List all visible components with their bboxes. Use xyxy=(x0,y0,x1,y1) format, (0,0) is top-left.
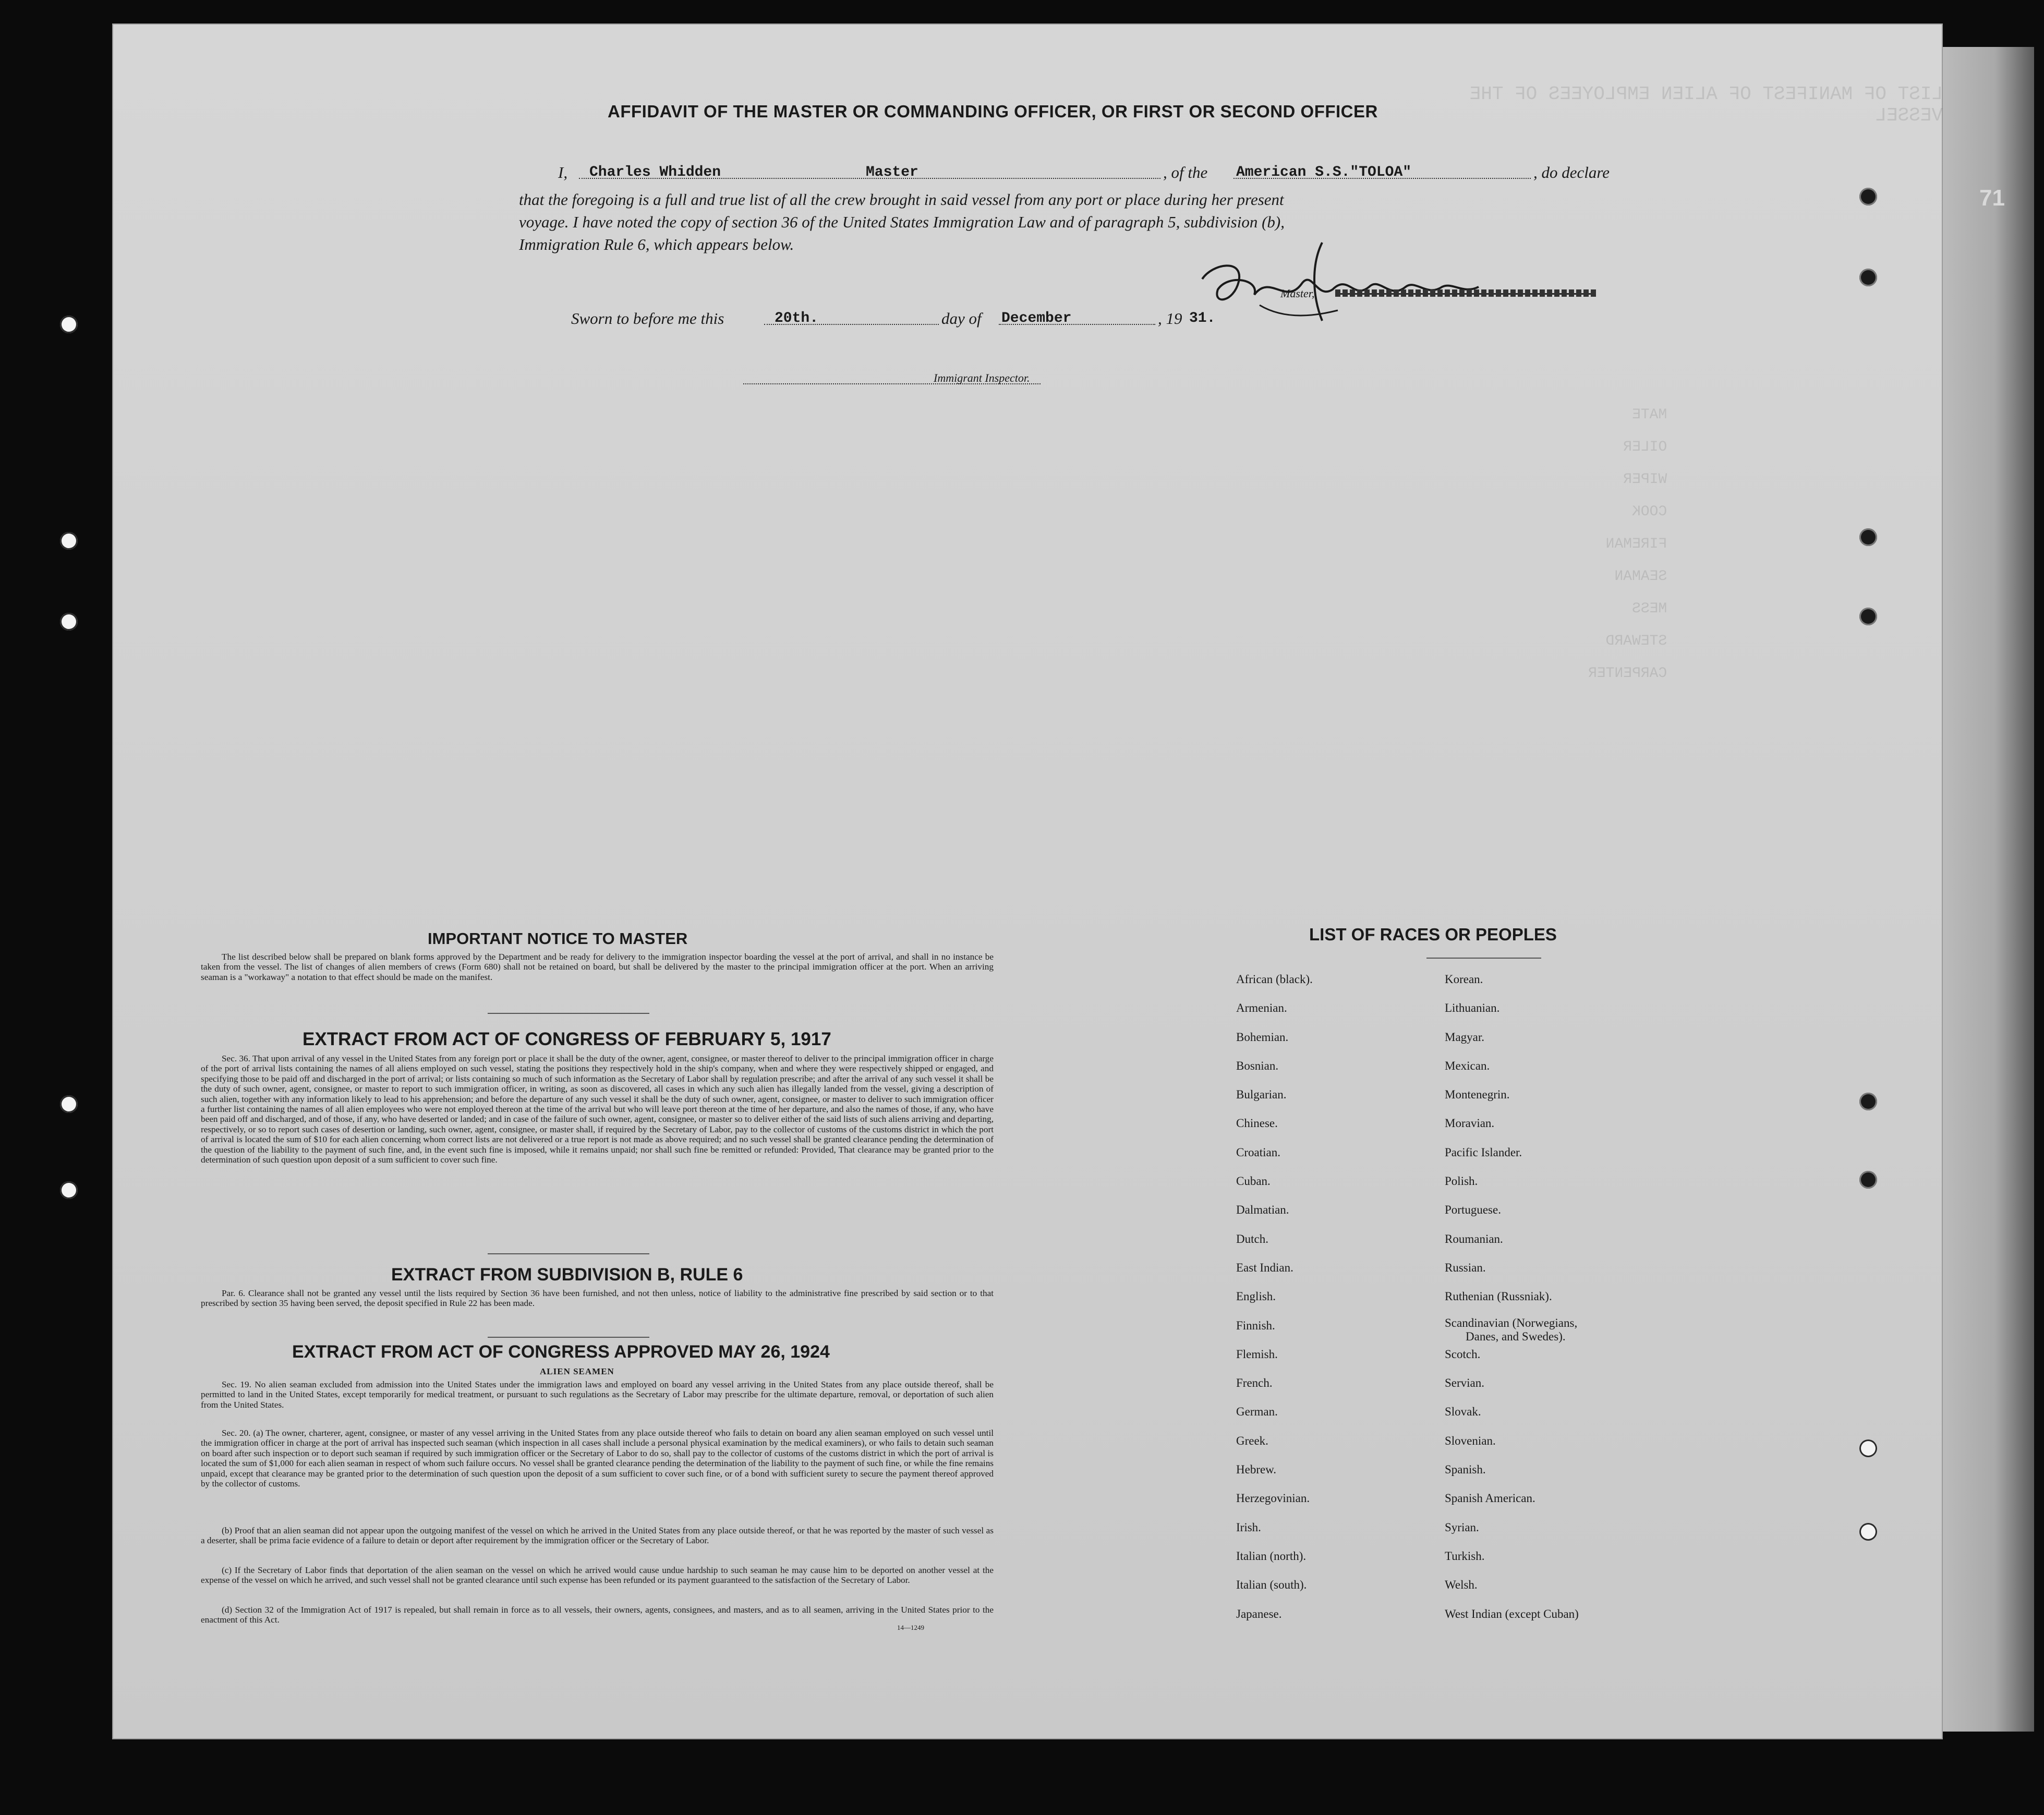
sworn-year: 31. xyxy=(1189,310,1216,326)
race-item: Turkish. xyxy=(1445,1549,1485,1563)
binder-hole xyxy=(1859,269,1877,286)
race-item: Cuban. xyxy=(1236,1175,1271,1188)
extract-1917-title: EXTRACT FROM ACT OF CONGRESS OF FEBRUARY 5, 1917 xyxy=(303,1029,831,1049)
divider xyxy=(1426,958,1541,959)
extract-rule6-text: Par. 6. Clearance shall not be granted any vessel until the lists required by Section 36 have been furnished, and not then unless, notice of liability to the administrative fine prescribed by said section or to that prescribed by section 35 having been served, the deposit specified in Rule 22 has been made. xyxy=(201,1288,994,1309)
races-title: LIST OF RACES OR PEOPLES xyxy=(1309,925,1557,944)
form-number: 14—1249 xyxy=(897,1624,924,1631)
race-item: Herzegovinian. xyxy=(1236,1492,1310,1505)
race-item: Flemish. xyxy=(1236,1347,1278,1361)
race-item: Mexican. xyxy=(1445,1059,1490,1072)
races-left-column xyxy=(1236,965,1313,1628)
page-number: 71 xyxy=(1979,185,2005,211)
bleed-through: MATE OILER WIPER COOK FIREMAN SEAMAN MESS STEWARD CARPENTER xyxy=(1588,407,1667,682)
race-item: German. xyxy=(1236,1405,1278,1419)
race-item: Japanese. xyxy=(1236,1607,1282,1620)
race-item: Spanish. xyxy=(1445,1463,1486,1477)
race-item xyxy=(1445,1311,1579,1343)
race-item: Armenian. xyxy=(1236,1001,1287,1015)
affidavit-body-line-2: voyage. I have noted the copy of section 36 of the United States Immigration Law and of paragraph 5, subdivision (b), xyxy=(519,213,1285,231)
race-item: Croatian. xyxy=(1236,1145,1280,1159)
race-item: Dalmatian. xyxy=(1236,1203,1289,1217)
binder-hole xyxy=(1859,528,1877,546)
binder-hole xyxy=(60,316,78,333)
race-item: Bulgarian. xyxy=(1236,1088,1287,1102)
race-item: Roumanian. xyxy=(1445,1232,1503,1245)
inspector-label: Immigrant Inspector. xyxy=(934,371,1030,384)
race-item: Ruthenian (Russniak). xyxy=(1445,1290,1552,1303)
binder-hole xyxy=(60,613,78,631)
race-item: English. xyxy=(1236,1290,1276,1303)
extract-1924-subtitle: ALIEN SEAMEN xyxy=(540,1366,614,1376)
race-item: Irish. xyxy=(1236,1520,1261,1534)
master-rank: Master xyxy=(866,164,918,180)
race-item: Slovak. xyxy=(1445,1405,1481,1419)
notice-title: IMPORTANT NOTICE TO MASTER xyxy=(428,929,688,948)
race-item: East Indian. xyxy=(1236,1261,1293,1274)
document-page xyxy=(112,23,1943,1739)
signature-master-label: Master, xyxy=(1280,287,1315,300)
race-item: Welsh. xyxy=(1445,1578,1478,1592)
race-item: Magyar. xyxy=(1445,1030,1485,1044)
affidavit-do-declare: , do declare xyxy=(1533,163,1610,182)
race-item: Greek. xyxy=(1236,1434,1268,1447)
race-item: Finnish. xyxy=(1236,1318,1275,1332)
vessel-name: American S.S."TOLOA" xyxy=(1236,164,1412,180)
race-item: Portuguese. xyxy=(1445,1203,1501,1217)
race-item: Bosnian. xyxy=(1236,1059,1279,1072)
race-item-continuation: Danes, and Swedes). xyxy=(1466,1329,1566,1343)
notice-text: The list described below shall be prepared on blank forms approved by the Department and be ready for delivery to the immigration inspector boarding the vessel at the port of arrival, and shall in no instance be taken from the vessel. The list of changes of alien members of crews (Form 680) shall not be retained on board, but shall be delivered by the master to the principal immigration officer at the port. When an arriving seaman is a "workaway" a notation to that effect should be made on the manifest. xyxy=(201,952,994,982)
extract-1924-sec20c: (c) If the Secretary of Labor finds that deportation of the alien seaman on the vessel on which he arrived would cause undue hardship to such seaman he may cause him to be deported on another vessel at the expense of the vessel on which he arrived, and such vessel shall not be granted clearance until such expense has been refunded or its payment guaranteed to the satisfaction of the Secretary of Labor. xyxy=(201,1565,994,1586)
extract-1924-sec19: Sec. 19. No alien seaman excluded from admission into the United States under the immigration laws and employed on board any vessel arriving in the United States from any place outside thereof, shall be permitted to land in the United States, except temporarily for medical treatment, or pursuant to such regulations as the Secretary of Labor may prescribe for the ultimate departure, removal, or deportation of such alien from the United States. xyxy=(201,1380,994,1410)
race-item: Dutch. xyxy=(1236,1232,1268,1245)
binder-hole xyxy=(1859,608,1877,625)
extract-1924-sec20d: (d) Section 32 of the Immigration Act of 1917 is repealed, but shall remain in force as to all vessels, their owners, agents, consignees, and masters, and as to all seamen, arriving in the United States prior to the enactment of this Act. xyxy=(201,1605,994,1625)
affidavit-i-label: I, xyxy=(558,163,568,182)
race-item: West Indian (except Cuban) xyxy=(1445,1607,1579,1620)
extract-1924-sec20b: (b) Proof that an alien seaman did not appear upon the outgoing manifest of the vessel on which he arrived in the United States from any place outside thereof, or that he was reported by the master of such vessel as a deserter, shall be prima facie evidence of a failure to detain or deport after requirement by the immigration officer or the Secretary of Labor. xyxy=(201,1526,994,1546)
race-item: Hebrew. xyxy=(1236,1463,1277,1477)
race-item: French. xyxy=(1236,1376,1273,1390)
race-item: Russian. xyxy=(1445,1261,1486,1274)
divider xyxy=(488,1253,649,1254)
race-item: Servian. xyxy=(1445,1376,1485,1390)
divider xyxy=(488,1337,649,1338)
race-item-text: Scandinavian (Norwegians, xyxy=(1445,1316,1578,1329)
affidavit-body-line-1: that the foregoing is a full and true list of all the crew brought in said vessel from any port or place during her present xyxy=(519,190,1284,209)
race-item: Syrian. xyxy=(1445,1520,1479,1534)
binder-hole xyxy=(1859,1523,1877,1541)
master-signature xyxy=(1181,232,1619,336)
race-item: Spanish American. xyxy=(1445,1492,1535,1505)
races-right-column xyxy=(1445,965,1579,1628)
sworn-year-prefix: , 19 xyxy=(1158,309,1182,328)
binder-hole xyxy=(1859,1093,1877,1110)
affidavit-title: AFFIDAVIT OF THE MASTER OR COMMANDING OFFICER, OR FIRST OR SECOND OFFICER xyxy=(608,102,1378,121)
binder-hole xyxy=(60,532,78,550)
affidavit-of-the: , of the xyxy=(1163,163,1208,182)
race-item: Italian (north). xyxy=(1236,1549,1307,1563)
race-item: Polish. xyxy=(1445,1175,1478,1188)
affidavit-body-line-3: Immigration Rule 6, which appears below. xyxy=(519,235,794,253)
binder-hole xyxy=(1859,188,1877,205)
race-item: Italian (south). xyxy=(1236,1578,1307,1592)
extract-1924-sec20a: Sec. 20. (a) The owner, charterer, agent, consignee, or master of any vessel arriving in the United States from any place outside thereof who fails to detain on board any alien seaman employed on such vessel until the immigration officer in charge at the port of arrival has inspected such seaman (which inspection in all cases shall include a personal physical examination by the medical examiners), or who fails to detain such seaman on board after such inspection or to deport such seaman if required by such immigration officer or the Secretary of Labor to do so, shall pay to the collector of customs of the customs district in which the port of arrival is located the sum of $1,000 for each alien seaman in respect of whom such failure occurs. No vessel shall be granted clearance pending the determination of the liability to the payment of such fine, or while the fine remains unpaid, except that clearance may be granted prior to the determination of such question upon the deposit of a sum sufficient to cover such fine, or of a bond with sufficient surety to secure the payment thereof approved by the collector of customs. xyxy=(201,1428,994,1489)
extract-rule6-title: EXTRACT FROM SUBDIVISION B, RULE 6 xyxy=(391,1265,743,1285)
race-item: Slovenian. xyxy=(1445,1434,1496,1447)
sworn-label: Sworn to before me this xyxy=(571,309,724,328)
binder-hole xyxy=(60,1095,78,1113)
sworn-month: December xyxy=(1001,310,1072,326)
bleed-through: LIST OF MANIFEST OF ALIEN EMPLOYEES OF THE VESSEL xyxy=(1469,83,1943,126)
race-item: Lithuanian. xyxy=(1445,1001,1500,1015)
race-item: Bohemian. xyxy=(1236,1030,1289,1044)
extract-1917-text: Sec. 36. That upon arrival of any vessel in the United States from any foreign port or place it shall be the duty of the owner, agent, consignee, or master thereof to deliver to the principal immigration officer in charge of the port of arrival lists containing the names of all aliens employed on such vessel, stating the positions they respectively hold in the ship's company, when and where they were respectively shipped or engaged, and specifying those to be paid off and discharged in the port of arrival; or lists containing so much of such information as the Secretary of Labor shall by regulation prescribe; and after the arrival of any such vessel it shall be the duty of such owner, agent, consignee, or master to report to such immigration officer, in writing, as soon as discovered, all cases in which any such alien has illegally landed from the vessel, giving a description of such alien, together with any information likely to lead to his apprehension; and before the departure of any such vessel it shall be the duty of such owner, agent, consignee, or master to deliver to such immigration officer a further list containing the names of all alien employees who were not employed thereon at the time of the arrival but who will leave port thereon at the time of her departure, and also the names of those, if any, who have been paid off and discharged, and of those, if any, who have deserted or landed; and in case of the failure of such owner, agent, consignee, or master so to deliver either of the said lists of such aliens arriving and departing, respectively, or so to report such cases of desertion or landing, such owner, agent, consignee, or master shall, if required by the Secretary of Labor, pay to the collector of customs of the customs district in which the port of arrival is located the sum of $10 for each alien concerning whom correct lists are not delivered or a true report is not made as above required; and no such vessel shall be granted clearance pending the determination of the question of the liability to the payment of such fine, and, in the event such fine is imposed, while it remains unpaid; nor shall such fine be remitted or refunded: Provided, That clearance may be granted prior to the determination of such question upon deposit of a sum sufficient to cover such fine. xyxy=(201,1054,994,1165)
race-item: Pacific Islander. xyxy=(1445,1145,1522,1159)
divider xyxy=(488,1013,649,1014)
race-item: Scotch. xyxy=(1445,1347,1481,1361)
race-item: Moravian. xyxy=(1445,1117,1495,1130)
binder-hole xyxy=(60,1181,78,1199)
sworn-day: 20th. xyxy=(775,310,819,326)
master-name: Charles Whidden xyxy=(589,164,721,180)
race-item: Chinese. xyxy=(1236,1117,1278,1130)
race-item: African (black). xyxy=(1236,973,1313,986)
extract-1924-title: EXTRACT FROM ACT OF CONGRESS APPROVED MAY 26, 1924 xyxy=(292,1342,830,1362)
binder-hole xyxy=(1859,1171,1877,1189)
sworn-day-of: day of xyxy=(941,309,982,328)
race-item: Montenegrin. xyxy=(1445,1088,1510,1102)
race-item: Korean. xyxy=(1445,973,1483,986)
struck-officer-titles xyxy=(1335,286,1596,300)
binder-hole xyxy=(1859,1439,1877,1457)
